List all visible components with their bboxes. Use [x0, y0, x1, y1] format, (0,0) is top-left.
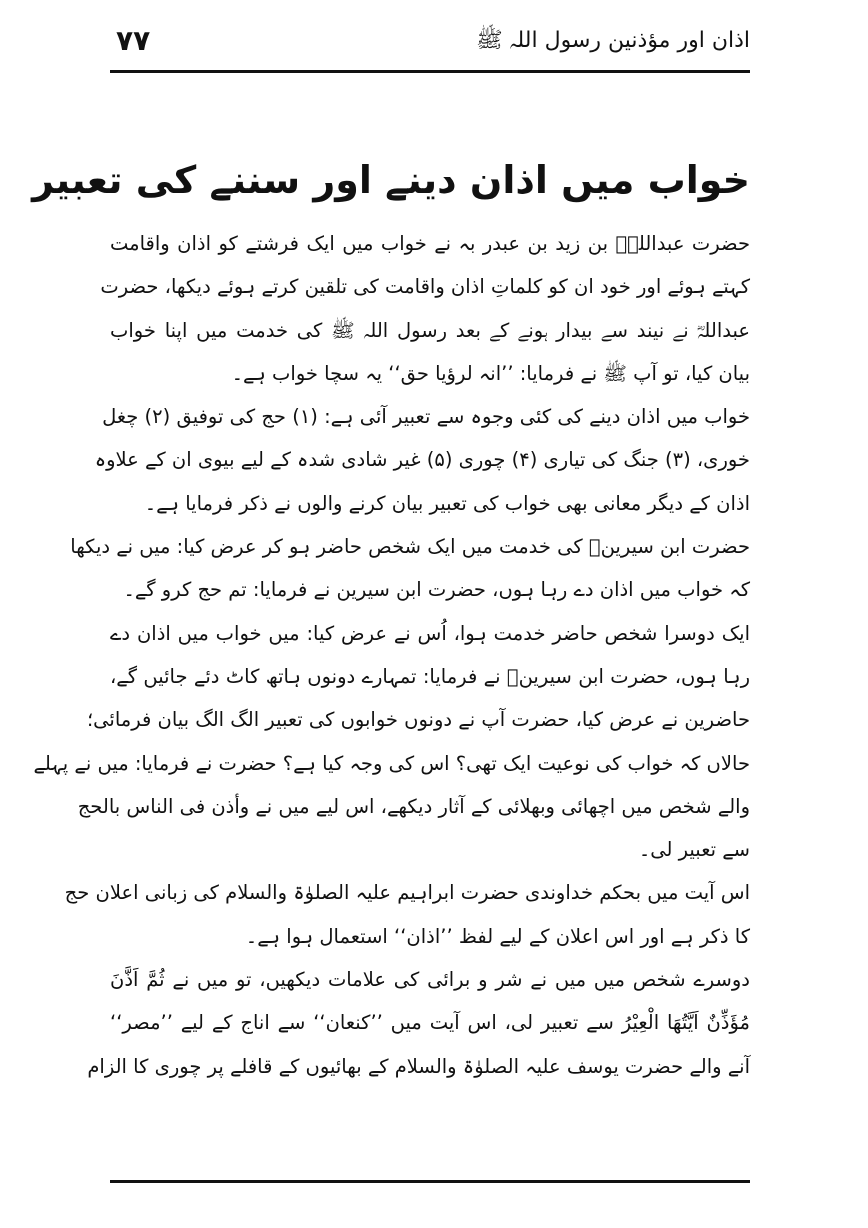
text-line: خواب میں اذان دینے کی کئی وجوہ سے تعبیر آئی ہے: (۱) حج کی توفیق (۲) چغل: [102, 405, 750, 429]
text-line: اذان کے دیگر معانی بھی خواب کی تعبیر بیان کرنے والوں نے ذکر فرمایا ہے۔: [144, 491, 750, 515]
text-line: رہا ہوں، حضرت ابن سیرینؒ نے فرمایا: تمہارے دونوں ہاتھ کاٹ دئے جائیں گے،: [110, 664, 750, 688]
text-line: خوری، (۳) جنگ کی تیاری (۴) چوری (۵) غیر شادی شدہ کے لیے بیوی ان کے علاوہ: [94, 448, 750, 472]
text-line: عبداللہؓ نے نیند سے بیدار ہونے کے بعد رسول اللہ ﷺ کی خدمت میں اپنا خواب: [110, 318, 750, 342]
text-line: دوسرے شخص میں میں نے شر و برائی کی علامات دیکھیں، تو میں نے ثُمَّ اَذَّنَ: [110, 968, 750, 992]
text-line: حالاں کہ خواب کی نوعیت ایک تھی؟ اس کی وجہ کیا ہے؟ حضرت نے فرمایا: میں نے پہلے: [33, 751, 750, 775]
footer-rule: [110, 1180, 750, 1183]
chapter-title: خواب میں اذان دینے اور سننے کی تعبیر: [32, 158, 750, 202]
text-line: سے تعبیر لی۔: [638, 838, 750, 862]
text-line: اس آیت میں بحکم خداوندی حضرت ابراہیم علیہ الصلوٰۃ والسلام کی زبانی اعلان حج: [64, 881, 750, 905]
text-line: آنے والے حضرت یوسف علیہ الصلوٰۃ والسلام کے بھائیوں کے قافلے پر چوری کا الزام: [87, 1054, 750, 1078]
page-number: ۷۷: [116, 24, 151, 57]
text-line: حضرت عبداللہؓ بن زید بن عبدر بہ نے خواب میں ایک فرشتے کو اذان واقامت: [110, 232, 750, 255]
running-header: [110, 18, 750, 73]
text-line: بیان کیا، تو آپ ﷺ نے فرمایا: ’’انہ لرؤیا حق‘‘ یہ سچا خواب ہے۔: [231, 361, 750, 385]
text-line: کہتے ہوئے اور خود ان کو کلماتِ اذان واقامت کی تلقین کرتے ہوئے دیکھا، حضرت: [100, 275, 750, 299]
text-line: کا ذکر ہے اور اس اعلان کے لیے لفظ ’’اذان‘‘ استعمال ہوا ہے۔: [245, 924, 750, 948]
text-line: حاضرین نے عرض کیا، حضرت آپ نے دونوں خوابوں کی تعبیر الگ الگ بیان فرمائی؛: [86, 708, 750, 732]
running-title: اذان اور مؤذنین رسول اللہ ﷺ: [476, 28, 750, 53]
text-line: ایک دوسرا شخص حاضر خدمت ہوا، اُس نے عرض کیا: میں خواب میں اذان دے: [110, 621, 750, 645]
text-line: والے شخص میں اچھائی وبھلائی کے آثار دیکھے، اس لیے میں نے وأذن فی الناس بالحج: [77, 794, 750, 818]
body-text: [33, 222, 750, 1176]
text-line: کہ خواب میں اذان دے رہا ہوں، حضرت ابن سیرین نے فرمایا: تم حج کرو گے۔: [123, 578, 750, 602]
text-line: مُؤَذِّنٌ اَيَّتُهَا الْعِيْرُ سے تعبیر لی، اس آیت میں ’’کنعان‘‘ سے اناج کے لیے ’’مصر‘‘: [110, 1011, 750, 1035]
text-line: حضرت ابن سیرینؒ کی خدمت میں ایک شخص حاضر ہو کر عرض کیا: میں نے دیکھا: [70, 535, 750, 559]
